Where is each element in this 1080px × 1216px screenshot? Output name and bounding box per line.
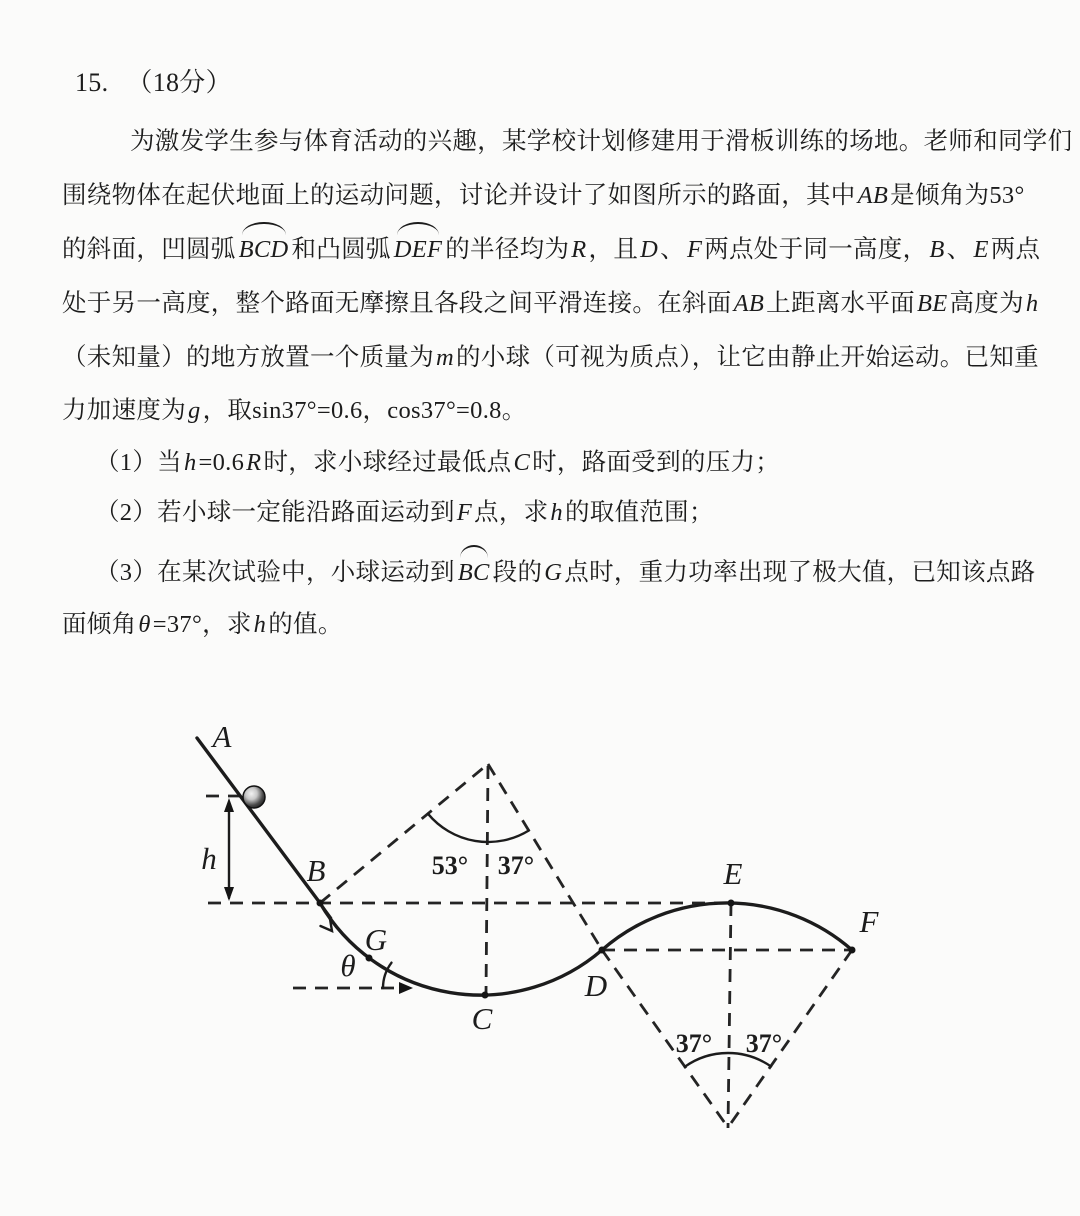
vertical-center1-to-C bbox=[486, 766, 488, 994]
problem-number-line bbox=[62, 63, 1020, 103]
h-arrow-bottom bbox=[224, 887, 234, 901]
point-F bbox=[849, 947, 856, 954]
concave-arc-BCD bbox=[320, 903, 602, 995]
label-G: G bbox=[364, 922, 388, 957]
problem-text bbox=[62, 0, 1073, 660]
angle-53-top: 53° bbox=[431, 851, 469, 880]
motion-direction-arrow bbox=[321, 919, 333, 931]
problem-points: （18分） bbox=[126, 68, 232, 97]
point-C bbox=[482, 992, 489, 999]
point-D bbox=[599, 947, 606, 954]
problem-line-4: 处于另一高度，整个路面无摩擦且各段之间平滑连接。在斜面AB上距离水平面BE高度为h bbox=[62, 290, 1039, 317]
track-diagram bbox=[0, 660, 1080, 1216]
problem-line-6: 力加速度为g，取sin37°=0.6，cos37°=0.8。 bbox=[62, 397, 527, 424]
question-3-cont: 面倾角θ=37°，求h的值。 bbox=[62, 611, 343, 638]
convex-arc-DEF bbox=[602, 903, 852, 950]
arc-BCD-notation: BCD bbox=[239, 230, 289, 270]
problem-line-1: 为激发学生参与体育活动的兴趣，某学校计划修建用于滑板训练的场地。老师和同学们 bbox=[130, 128, 1073, 155]
ball bbox=[243, 786, 265, 808]
label-B: B bbox=[306, 853, 326, 888]
label-theta: θ bbox=[340, 948, 356, 983]
radius-center1-to-B bbox=[320, 764, 488, 903]
problem-number: 15. bbox=[75, 68, 109, 97]
problem-line-2: 围绕物体在起伏地面上的运动问题，讨论并设计了如图所示的路面，其中AB是倾角为53° bbox=[62, 182, 1025, 209]
angle-arc-top bbox=[428, 814, 529, 842]
h-arrow-top bbox=[224, 798, 234, 812]
label-C: C bbox=[471, 1001, 493, 1036]
question-3: （3）在某次试验中，小球运动到 BC 段的G点时，重力功率出现了极大值，已知该点路 bbox=[62, 553, 1020, 593]
point-E bbox=[728, 900, 735, 907]
label-E: E bbox=[723, 856, 743, 891]
angle-37-bottom-left: 37° bbox=[675, 1029, 713, 1058]
point-B bbox=[317, 900, 324, 907]
question-1: （1）当h=0.6R时，求小球经过最低点C时，路面受到的压力； bbox=[95, 449, 781, 476]
problem-line-5: （未知量）的地方放置一个质量为m的小球（可视为质点），让它由静止开始运动。已知重 bbox=[62, 344, 1039, 371]
label-A: A bbox=[212, 719, 232, 754]
label-h: h bbox=[201, 841, 217, 876]
incline-AB bbox=[197, 738, 320, 903]
label-F: F bbox=[859, 904, 879, 939]
angle-37-top: 37° bbox=[497, 851, 535, 880]
arc-DEF-notation: DEF bbox=[394, 230, 443, 270]
label-D: D bbox=[584, 968, 608, 1003]
vertical-E-to-center2 bbox=[728, 903, 731, 1128]
angle-37-bottom-right: 37° bbox=[745, 1029, 783, 1058]
arc-BC-notation: BC bbox=[458, 553, 490, 593]
question-2: （2）若小球一定能沿路面运动到F点，求h的取值范围； bbox=[95, 499, 714, 526]
theta-baseline-arrowhead bbox=[399, 982, 413, 994]
problem-line-3: 的斜面，凹圆弧 BCD 和凸圆弧 DEF 的半径均为R，且D、F两点处于同一高度，B、E两点 bbox=[62, 230, 1020, 270]
